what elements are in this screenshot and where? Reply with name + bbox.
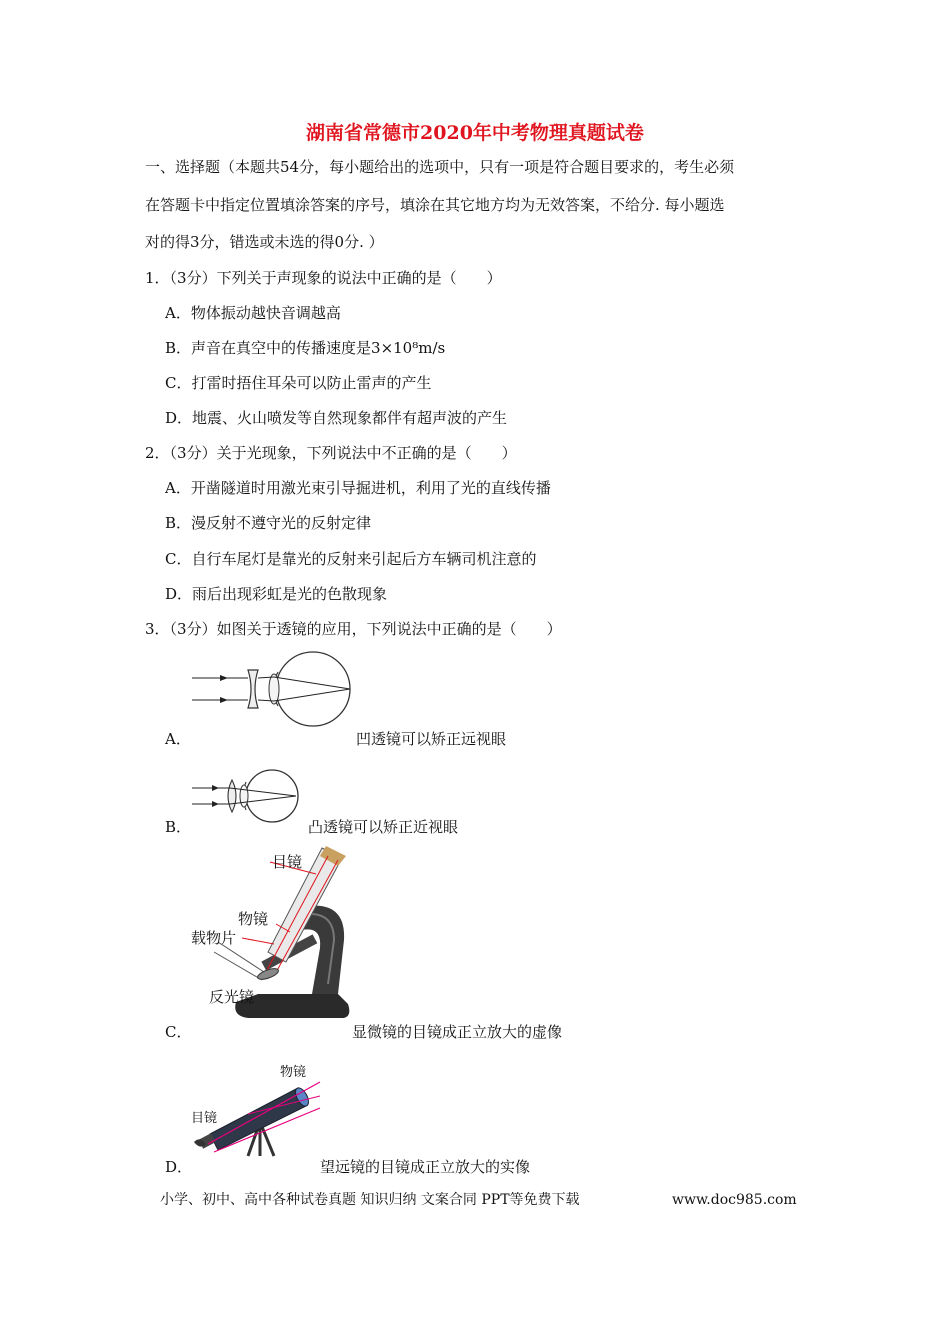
concave-lens-eye-figure: [190, 650, 360, 728]
question-3-stem: 3．（3分）如图关于透镜的应用，下列说法中正确的是（ ）: [145, 620, 562, 638]
question-3-option-c-text: 显微镜的目镜成正立放大的虚像: [352, 1023, 563, 1041]
question-3-option-b-letter: B．: [165, 818, 192, 836]
footer-url: www.doc985.com: [672, 1192, 797, 1208]
footer-left-text: 小学、初中、高中各种试卷真题 知识归纳 文案合同 PPT等免费下载: [160, 1192, 580, 1208]
question-1-option-a: A．物体振动越快音调越高: [165, 304, 341, 322]
question-1-option-d: D．地震、火山喷发等自然现象都伴有超声波的产生: [165, 409, 508, 427]
question-1-option-c: C．打雷时捂住耳朵可以防止雷声的产生: [165, 374, 432, 392]
question-2-option-b: B．漫反射不遵守光的反射定律: [165, 514, 372, 532]
question-3-option-d-letter: D．: [165, 1158, 193, 1176]
page-title: 湖南省常德市2020年中考物理真题试卷: [306, 122, 644, 144]
question-2-stem: 2．（3分）关于光现象，下列说法中不正确的是（ ）: [145, 444, 517, 462]
question-3-option-c-letter: C．: [165, 1023, 192, 1041]
question-3-option-a-text: 凹透镜可以矫正远视眼: [356, 730, 507, 748]
section-instructions-line2: 在答题卡中指定位置填涂答案的序号，填涂在其它地方均为无效答案，不给分. 每小题选: [145, 196, 725, 214]
question-1-option-b: B．声音在真空中的传播速度是3×10⁸m/s: [165, 339, 446, 357]
question-2-option-a: A．开凿隧道时用激光束引导掘进机，利用了光的直线传播: [165, 479, 551, 497]
microscope-eyepiece-label: 目镜: [272, 853, 303, 871]
question-2-option-d: D．雨后出现彩虹是光的色散现象: [165, 585, 388, 603]
section-instructions-line1: 一、选择题（本题共54分，每小题给出的选项中，只有一项是符合题目要求的，考生必须: [145, 158, 735, 176]
question-3-option-a-letter: A．: [165, 730, 191, 748]
telescope-eyepiece-label: 目镜: [191, 1111, 218, 1126]
question-1-stem: 1．（3分）下列关于声现象的说法中正确的是（ ）: [145, 269, 502, 287]
microscope-objective-label: 物镜: [238, 910, 269, 928]
question-3-option-b-text: 凸透镜可以矫正近视眼: [308, 818, 459, 836]
convex-lens-eye-figure: [190, 768, 308, 824]
telescope-objective-label: 物镜: [280, 1065, 307, 1080]
microscope-mirror-label: 反光镜: [209, 988, 255, 1006]
question-3-option-d-text: 望远镜的目镜成正立放大的实像: [320, 1158, 531, 1176]
microscope-slide-label: 载物片: [191, 929, 237, 947]
question-2-option-c: C．自行车尾灯是靠光的反射来引起后方车辆司机注意的: [165, 550, 537, 568]
section-instructions-line3: 对的得3分，错选或未选的得0分. ）: [145, 233, 384, 251]
